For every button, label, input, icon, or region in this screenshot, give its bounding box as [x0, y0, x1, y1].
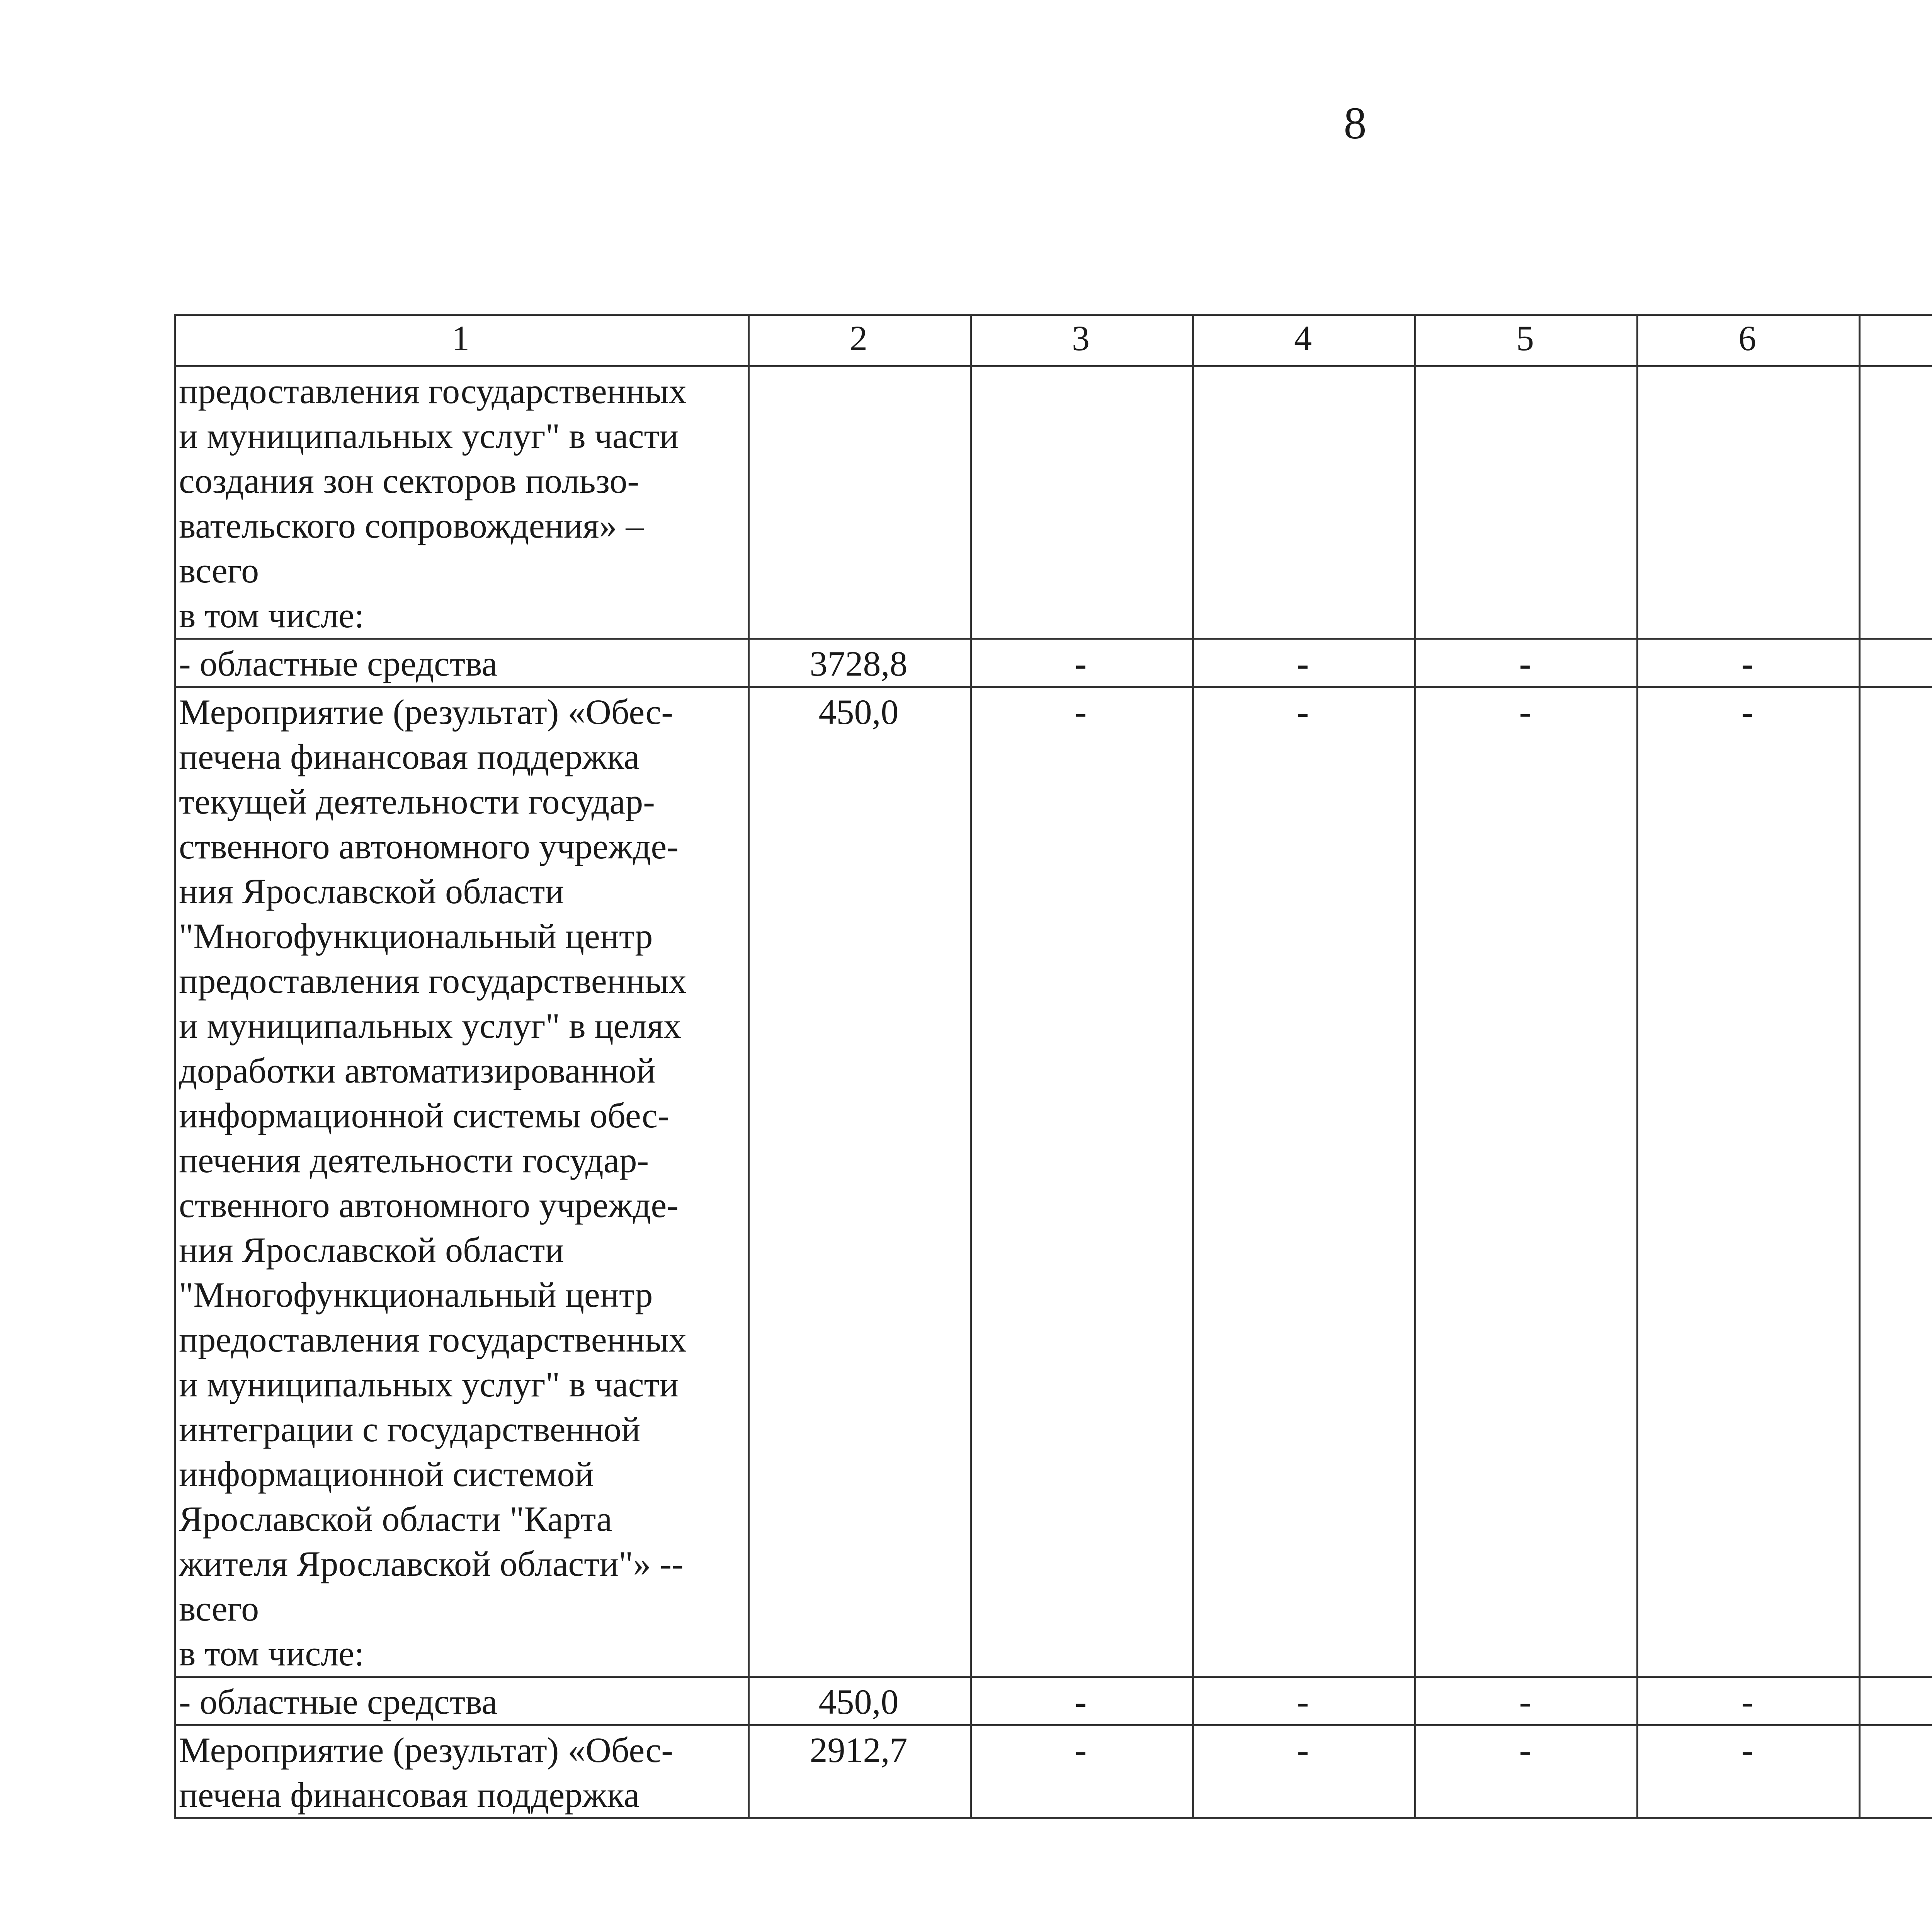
value-cell: 450,0	[749, 1677, 971, 1725]
value-cell: -	[1193, 1677, 1415, 1725]
header-cell: 5	[1415, 315, 1638, 366]
row-description: Мероприятие (результат) «Обес- печена финансовая поддержка	[175, 1725, 749, 1818]
row-description: Мероприятие (результат) «Обес- печена финансовая поддержка текущей деятельности государ- ственного автономного учрежде- ния Ярославской области "Многофункциональный центр предоставления государственных и муниципальных услуг" в целях доработки автоматизированной информационной системы обес- печения деятельности государ- ственного автономного учрежде- ния Ярославской области "Многофункциональный центр предоставления государственных и муниципальных услуг" в части интеграции с государственной информационной системой Ярославской области "Карта жителя Ярославской области"» -- всего в том числе:	[175, 687, 749, 1677]
value-cell	[1638, 366, 1860, 639]
table-row	[175, 687, 1932, 1677]
value-cell: -	[1193, 1725, 1415, 1818]
header-cell: 6	[1638, 315, 1860, 366]
value-cell: -	[1415, 639, 1638, 687]
value-cell: -	[1638, 1725, 1860, 1818]
value-cell	[1860, 1677, 1932, 1725]
value-cell: -	[1638, 639, 1860, 687]
value-cell	[1860, 687, 1932, 1677]
budget-table	[174, 314, 1932, 1819]
value-cell	[1193, 366, 1415, 639]
value-cell: 450,0	[749, 687, 971, 1677]
value-cell: -	[971, 639, 1193, 687]
value-cell	[749, 366, 971, 639]
row-description: - областные средства	[175, 1677, 749, 1725]
value-cell	[1860, 639, 1932, 687]
value-cell	[1860, 1725, 1932, 1818]
table-row	[175, 1677, 1932, 1725]
value-cell: -	[1638, 1677, 1860, 1725]
value-cell	[1860, 366, 1932, 639]
table-row	[175, 1725, 1932, 1818]
header-cell	[1860, 315, 1932, 366]
value-cell	[1415, 366, 1638, 639]
header-cell: 1	[175, 315, 749, 366]
table-row	[175, 366, 1932, 639]
value-cell	[971, 366, 1193, 639]
page-number: 8	[1344, 98, 1367, 148]
value-cell: -	[1415, 1677, 1638, 1725]
value-cell: -	[971, 1725, 1193, 1818]
header-row	[175, 315, 1932, 366]
value-cell: -	[971, 687, 1193, 1677]
row-description: - областные средства	[175, 639, 749, 687]
value-cell: -	[1193, 687, 1415, 1677]
value-cell: -	[1638, 687, 1860, 1677]
value-cell: -	[1415, 687, 1638, 1677]
table-row	[175, 639, 1932, 687]
value-cell: 3728,8	[749, 639, 971, 687]
header-cell: 2	[749, 315, 971, 366]
value-cell: -	[971, 1677, 1193, 1725]
header-cell: 4	[1193, 315, 1415, 366]
value-cell: 2912,7	[749, 1725, 971, 1818]
value-cell: -	[1415, 1725, 1638, 1818]
header-cell: 3	[971, 315, 1193, 366]
row-description: предоставления государственных и муниципальных услуг" в части создания зон секторов пользо- вательского сопровождения» – всего в том числе:	[175, 366, 749, 639]
value-cell: -	[1193, 639, 1415, 687]
